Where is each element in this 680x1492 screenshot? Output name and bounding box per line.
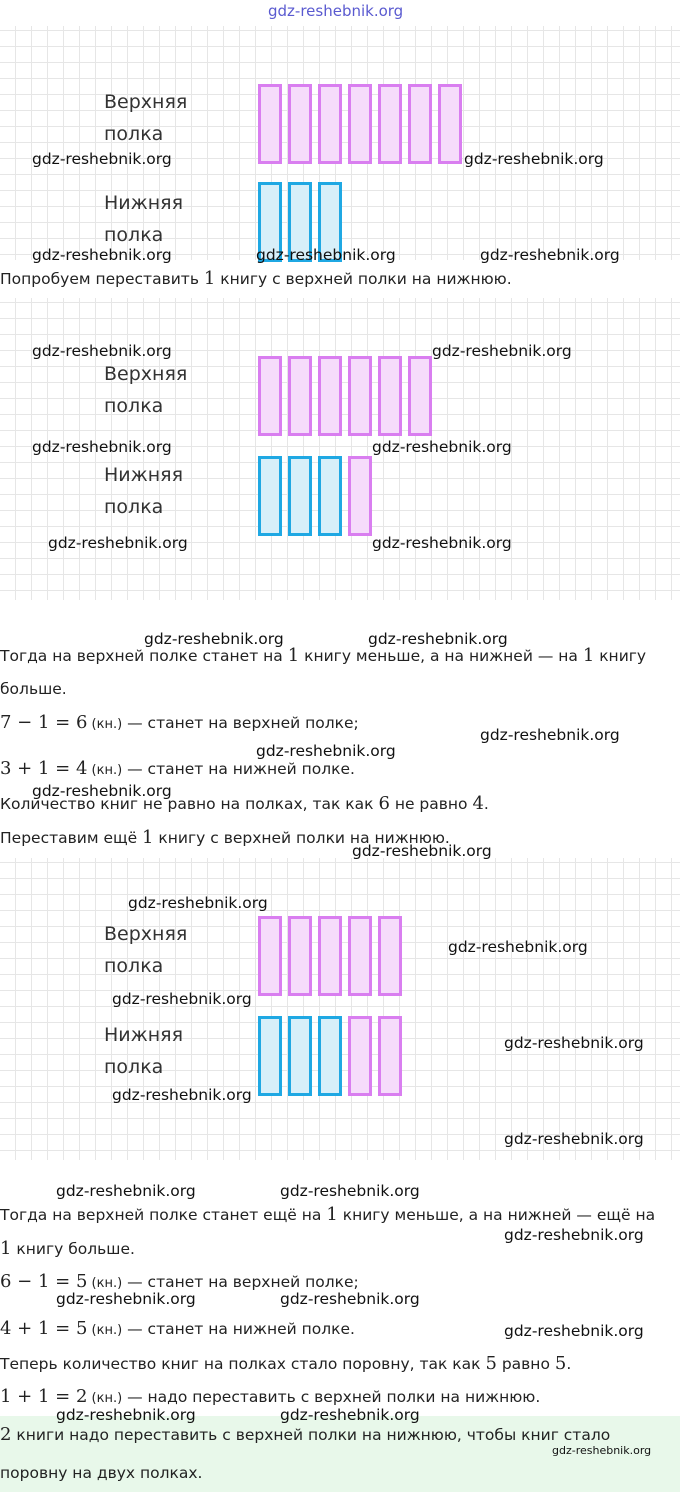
- paragraph: больше.: [0, 680, 67, 698]
- book-lower-moved: [348, 1016, 372, 1096]
- answer-line-1: 2 книги надо переставить с верхней полки на нижнюю, чтобы книг стало: [0, 1424, 611, 1445]
- equation: 3 + 1 = 4 (кн.) — станет на нижней полке.: [0, 758, 355, 779]
- book-upper: [288, 916, 312, 996]
- equation: 6 − 1 = 5 (кн.) — станет на верхней полке;: [0, 1271, 359, 1292]
- watermark: gdz-reshebnik.org: [432, 342, 572, 360]
- watermark: gdz-reshebnik.org: [56, 1290, 196, 1308]
- book-upper: [258, 356, 282, 436]
- watermark: gdz-reshebnik.org: [32, 246, 172, 264]
- book-upper: [378, 916, 402, 996]
- watermark: gdz-reshebnik.org: [48, 534, 188, 552]
- watermark: gdz-reshebnik.org: [372, 534, 512, 552]
- book-upper: [318, 916, 342, 996]
- answer-line-2: поровну на двух полках.: [0, 1464, 203, 1482]
- watermark: gdz-reshebnik.org: [552, 1444, 652, 1457]
- watermark: gdz-reshebnik.org: [128, 894, 268, 912]
- book-lower: [258, 456, 282, 536]
- watermark: gdz-reshebnik.org: [256, 742, 396, 760]
- book-upper: [378, 84, 402, 164]
- paragraph: Тогда на верхней полке станет ещё на 1 книгу меньше, а на нижней — ещё на: [0, 1204, 656, 1225]
- book-upper: [288, 84, 312, 164]
- book-lower: [288, 1016, 312, 1096]
- watermark: gdz-reshebnik.org: [144, 630, 284, 648]
- watermark: gdz-reshebnik.org: [372, 438, 512, 456]
- watermark: gdz-reshebnik.org: [32, 150, 172, 168]
- paragraph: Попробуем переставить 1 книгу с верхней полки на нижнюю.: [0, 268, 512, 289]
- watermark: gdz-reshebnik.org: [448, 938, 588, 956]
- watermark: gdz-reshebnik.org: [56, 1182, 196, 1200]
- upper-shelf-label: Верхняя полка: [104, 363, 188, 417]
- lower-shelf-label: Нижняя полка: [104, 1024, 184, 1078]
- book-lower: [258, 1016, 282, 1096]
- watermark: gdz-reshebnik.org: [256, 246, 396, 264]
- book-upper: [348, 356, 372, 436]
- watermark: gdz-reshebnik.org: [352, 842, 492, 860]
- watermark: gdz-reshebnik.org: [280, 1406, 420, 1424]
- paragraph: Количество книг не равно на полках, так как 6 не равно 4.: [0, 793, 489, 814]
- site-header[interactable]: gdz-reshebnik.org: [268, 2, 404, 20]
- paragraph: Переставим ещё 1 книгу с верхней полки на нижнюю.: [0, 827, 450, 848]
- diagram-1: [0, 26, 680, 260]
- book-lower: [318, 456, 342, 536]
- equation: 4 + 1 = 5 (кн.) — станет на нижней полке.: [0, 1318, 355, 1339]
- watermark: gdz-reshebnik.org: [480, 726, 620, 744]
- lower-shelf-label: Нижняя полка: [104, 464, 184, 518]
- upper-shelf-label: Верхняя полка: [104, 923, 188, 977]
- book-upper: [408, 84, 432, 164]
- watermark: gdz-reshebnik.org: [504, 1034, 644, 1052]
- book-lower: [288, 456, 312, 536]
- book-upper: [438, 84, 462, 164]
- watermark: gdz-reshebnik.org: [32, 342, 172, 360]
- book-upper: [288, 356, 312, 436]
- watermark: gdz-reshebnik.org: [280, 1290, 420, 1308]
- upper-shelf-label: Верхняя полка: [104, 91, 188, 145]
- book-upper: [258, 916, 282, 996]
- paragraph: 1 книгу больше.: [0, 1238, 135, 1259]
- book-lower-moved: [348, 456, 372, 536]
- book-upper: [258, 84, 282, 164]
- watermark: gdz-reshebnik.org: [504, 1130, 644, 1148]
- paragraph: Теперь количество книг на полках стало поровну, так как 5 равно 5.: [0, 1353, 572, 1374]
- book-upper: [408, 356, 432, 436]
- watermark: gdz-reshebnik.org: [504, 1322, 644, 1340]
- watermark: gdz-reshebnik.org: [112, 990, 252, 1008]
- watermark: gdz-reshebnik.org: [56, 1406, 196, 1424]
- watermark: gdz-reshebnik.org: [280, 1182, 420, 1200]
- book-upper: [318, 84, 342, 164]
- watermark: gdz-reshebnik.org: [504, 1226, 644, 1244]
- watermark: gdz-reshebnik.org: [480, 246, 620, 264]
- book-lower-moved: [378, 1016, 402, 1096]
- watermark: gdz-reshebnik.org: [112, 1086, 252, 1104]
- watermark: gdz-reshebnik.org: [464, 150, 604, 168]
- watermark: gdz-reshebnik.org: [368, 630, 508, 648]
- book-upper: [348, 916, 372, 996]
- equation: 1 + 1 = 2 (кн.) — надо переставить с верхней полки на нижнюю.: [0, 1386, 541, 1407]
- watermark: gdz-reshebnik.org: [32, 782, 172, 800]
- lower-shelf-label: Нижняя полка: [104, 192, 184, 246]
- book-upper: [378, 356, 402, 436]
- book-upper: [348, 84, 372, 164]
- book-upper: [318, 356, 342, 436]
- equation: 7 − 1 = 6 (кн.) — станет на верхней полке;: [0, 712, 359, 733]
- book-lower: [318, 1016, 342, 1096]
- watermark: gdz-reshebnik.org: [32, 438, 172, 456]
- diagram-3: [0, 858, 680, 1160]
- paragraph: Тогда на верхней полке станет на 1 книгу меньше, а на нижней — на 1 книгу: [0, 645, 647, 666]
